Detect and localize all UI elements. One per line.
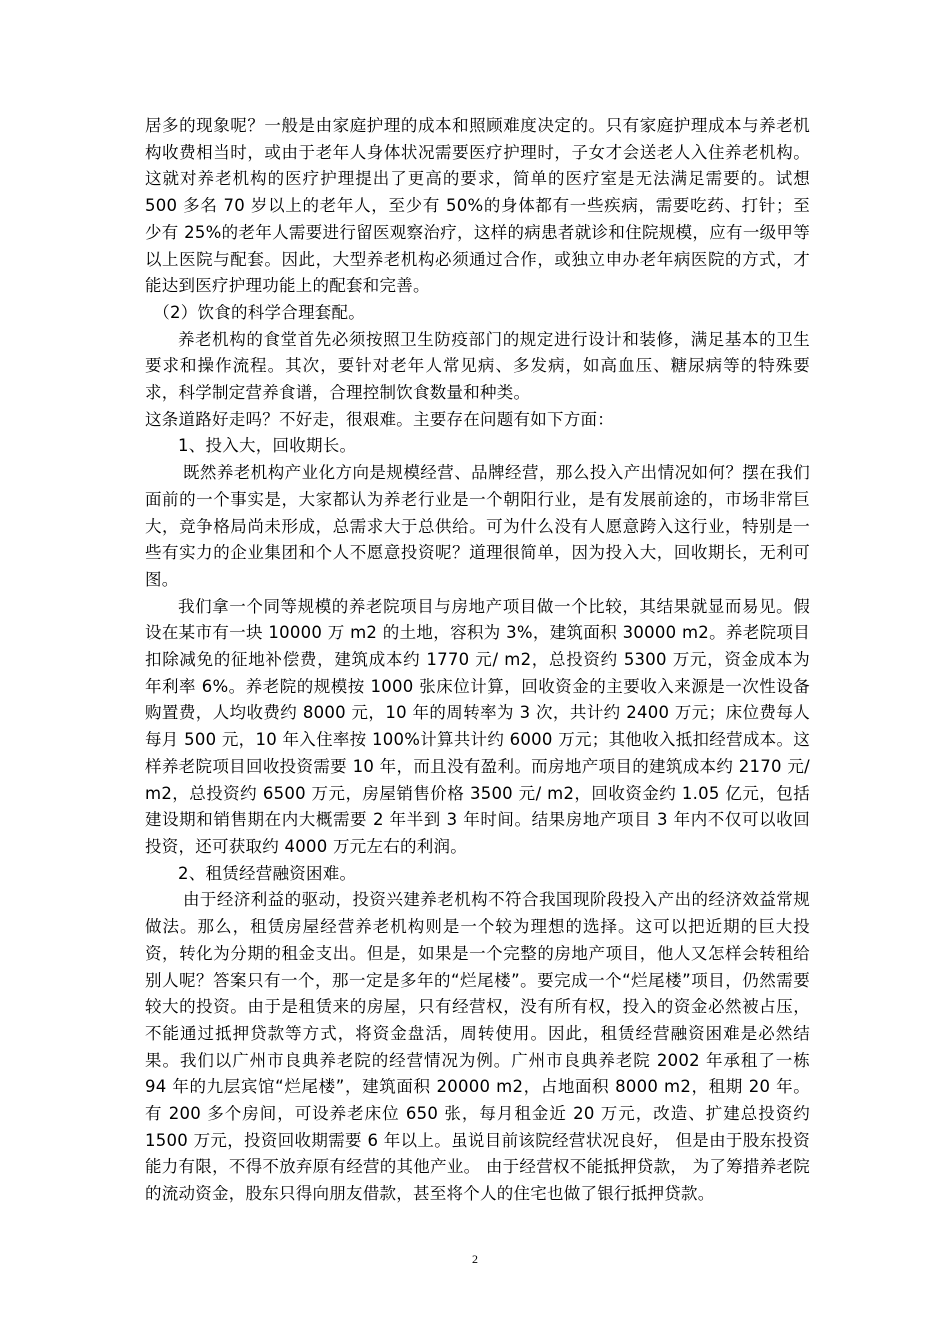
paragraph-canteen: 养老机构的食堂首先必须按照卫生防疫部门的规定进行设计和装修，满足基本的卫生要求和操作流程。其次，要针对老年人常见病、多发病，如高血压、糖尿病等的特殊要求，科学制定营养食谱，合理控制饮食数量和种类。 — [145, 329, 810, 403]
paragraph-heading-leasing: 2、租赁经营融资困难。 — [178, 863, 357, 883]
paragraph-medical-care: 居多的现象呢？一般是由家庭护理的成本和照顾难度决定的。只有家庭护理成本与养老机构收费相当时，或由于老年人身体状况需要医疗护理时，子女才会送老人入住养老机构。这就对养老机构的医疗护理提出了更高的要求，简单的医疗室是无法满足需要的。试想 500 多名 70 岁以上的老年人，至少有 50%的身体都有一些疾病，需要吃药、打针；至少有 25%的老年人需要进行留医观察治疗，这样的病患者就诊和住院规模，应有一级甲等以上医院与配套。因此，大型养老机构必须通过合作，或独立申办老年病医院的方式，才能达到医疗护理功能上的配套和完善。 — [145, 116, 810, 296]
paragraph-heading-investment: 1、投入大，回收期长。 — [178, 436, 357, 456]
page-number: 2 — [472, 1252, 478, 1266]
paragraph-investment-output: 既然养老机构产业化方向是规模经营、品牌经营，那么投入产出情况如何？摆在我们面前的一个事实是，大家都认为养老行业是一个朝阳行业，是有发展前途的，市场非常巨大，竞争格局尚未形成，总需求大于总供给。可为什么没有人愿意跨入这行业，特别是一些有实力的企业集团和个人不愿意投资呢？道理很简单，因为投入大，回收期长，无利可图。 — [145, 463, 810, 589]
paragraph-leasing-financing: 由于经济利益的驱动，投资兴建养老机构不符合我国现阶段投入产出的经济效益常规做法。那么，租赁房屋经营养老机构则是一个较为理想的选择。这可以把近期的巨大投资，转化为分期的租金支出。但是，如果是一个完整的房地产项目，他人又怎样会转租给别人呢？答案只有一个，那一定是多年的“烂尾楼”。要完成一个“烂尾楼”项目，仍然需要较大的投资。由于是租赁来的房屋，只有经营权，没有所有权，投入的资金必然被占压，不能通过抵押贷款等方式，将资金盘活，周转使用。因此，租赁经营融资困难是必然结果。我们以广州市良典养老院的经营情况为例。广州市良典养老院 2002 年承租了一栋 94 年的九层宾馆“烂尾楼”，建筑面积 20000 m2，占地面积 8000 m2，租期 20 年。有 200 多个房间，可设养老床位 650 张，每月租金近 20 万元，改造、扩建总投资约 1500 万元，投资回收期需要 6 年以上。虽说目前该院经营状况良好， 但是由于股东投资能力有限，不得不放弃原有经营的其他产业。 由于经营权不能抵押贷款， 为了筹措养老院的流动资金，股东只得向朋友借款，甚至将个人的住宅也做了银行抵押贷款。 — [145, 890, 810, 1204]
document-body — [145, 113, 810, 1208]
paragraph-problems-intro: 这条道路好走吗？不好走，很艰难。主要存在问题有如下方面： — [145, 409, 614, 429]
paragraph-comparison: 我们拿一个同等规模的养老院项目与房地产项目做一个比较，其结果就显而易见。假设在某市有一块 10000 万 m2 的土地，容积为 3%，建筑面积 30000 m2。养老院项目扣除减免的征地补偿费，建筑成本约 1770 元/ m2，总投资约 5300 万元，资金成本为年利率 6%。养老院的规模按 1000 张床位计算，回收资金的主要收入来源是一次性设备购置费，人均收费约 8000 元，10 年的周转率为 3 次，共计约 2400 万元；床位费每人每月 500 元，10 年入住率按 100%计算共计约 6000 万元；其他收入抵扣经营成本。这样养老院项目回收投资需要 10 年，而且没有盈利。而房地产项目的建筑成本约 2170 元/ m2，总投资约 6500 万元，房屋销售价格 3500 元/ m2，回收资金约 1.05 亿元，包括建设期和销售期在内大概需要 2 年半到 3 年时间。结果房地产项目 3 年内不仅可以收回投资，还可获取约 4000 万元左右的利润。 — [145, 596, 810, 856]
paragraph-diet-heading: （2）饮食的科学合理套配。 — [153, 302, 365, 322]
